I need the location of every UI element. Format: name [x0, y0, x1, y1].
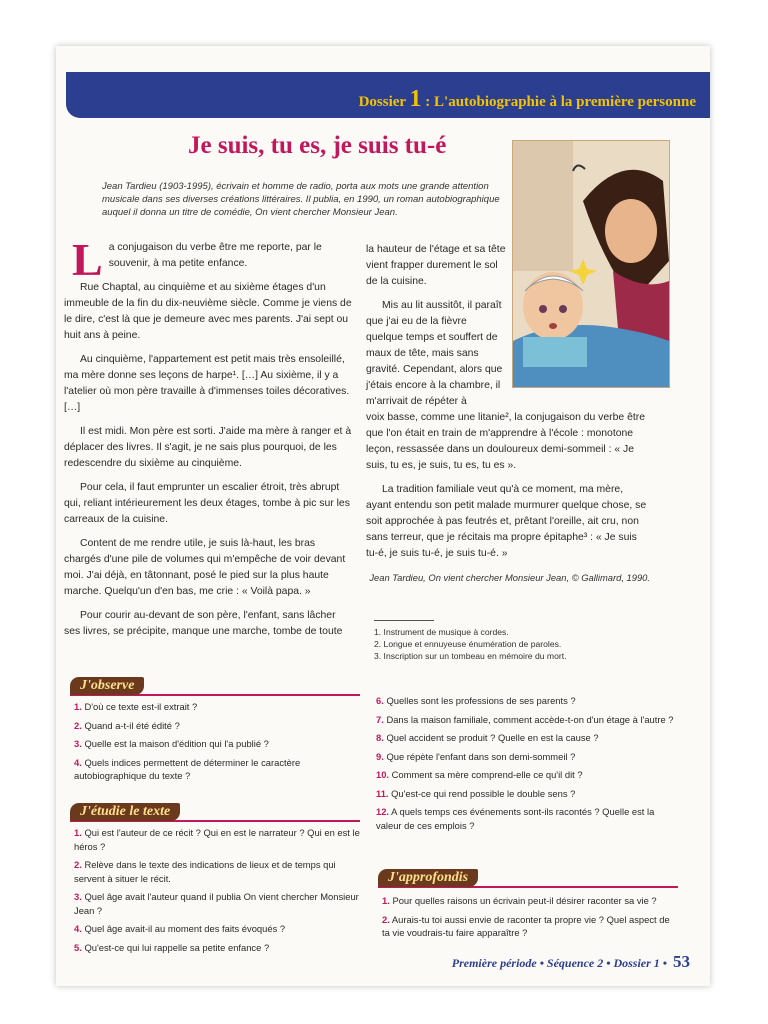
footnote-3: 3. Inscription sur un tombeau en mémoire du mort. — [374, 651, 567, 661]
textbook-page — [56, 46, 710, 986]
paragraph-4: Il est midi. Mon père est sorti. J'aide ma mère à ranger et à déplacer des livres. Il s'agit, je ne sais plus pourquoi, de les redescendre du sixième au cinquième. — [64, 426, 352, 469]
footnote-rule — [374, 620, 434, 621]
banner-number: 1 — [409, 86, 422, 112]
question: 5. Qu'est-ce qui lui rappelle sa petite enfance ? — [74, 941, 270, 953]
question: 3. Quelle est la maison d'édition qui l'a publié ? — [74, 738, 269, 749]
source-credit: Jean Tardieu, On vient chercher Monsieur Jean, © Gallimard, 1990. — [369, 572, 650, 583]
drop-cap: L — [72, 234, 103, 285]
question: 11. Qu'est-ce qui rend possible le double sens ? — [376, 787, 576, 799]
paragraph-6: Content de me rendre utile, je suis là-haut, les bras chargés d'une pile de volumes qui m'empêche de voir devant moi. J'ai déjà, en tâtonnant, posé le pied sur la plus haute marche. Quelqu'un d'en bas, me crie : « Voilà papa. » — [64, 538, 346, 597]
question: 3. Quel âge avait l'auteur quand il publia On vient chercher Monsieur Jean ? — [74, 891, 359, 916]
text-column-right — [366, 242, 650, 586]
observe-questions — [74, 700, 364, 788]
question: 6. Quelles sont les professions de ses parents ? — [376, 695, 576, 706]
page-number: 53 — [673, 952, 690, 971]
section-etudie-header — [70, 802, 360, 822]
etudie-questions — [74, 826, 364, 959]
question: 1. D'où ce texte est-il extrait ? — [74, 701, 198, 712]
question: 2. Quand a-t-il été édité ? — [74, 719, 180, 731]
question: 1. Pour quelles raisons un écrivain peut-il désirer raconter sa vie ? — [382, 895, 657, 906]
paragraph-7: Pour courir au-devant de son père, l'enfant, sans lâcher ses livres, se précipite, manque une marche, tombe de toute — [64, 610, 343, 637]
paragraph-3: Au cinquième, l'appartement est petit mais très ensoleillé, ma mère donne ses leçons de harpe¹. […] Au sixième, il y a l'atelier où mon père travaille à d'immenses toiles décoratives. […] — [64, 354, 350, 413]
banner-suffix: : L'autobiographie à la première personne — [421, 94, 696, 110]
paragraph-2: Rue Chaptal, au cinquième et au sixième étages d'un immeuble de la fin du dix-neuvième siècle. Comme je viens de le dire, c'est là que je demeure avec mes parents. J'ai sept ou huit ans à peine. — [64, 282, 352, 341]
text-column-left — [64, 234, 354, 648]
paragraph-5: Pour cela, il faut emprunter un escalier étroit, très abrupt qui, reliant intérieurement les deux étages, tombe à pic sur les carreaux de la cuisine. — [64, 482, 350, 525]
etudie-questions-continued — [376, 694, 676, 837]
footer-text: Première période • Séquence 2 • Dossier 1 • — [451, 956, 667, 970]
banner-title — [359, 86, 696, 113]
question: 10. Comment sa mère comprend-elle ce qu'il dit ? — [376, 769, 583, 780]
question: 4. Quels indices permettent de déterminer le caractère autobiographique du texte ? — [74, 756, 301, 781]
page-footer — [452, 952, 690, 972]
paragraph-r2: Mis au lit aussitôt, il paraît que j'ai eu de la fièvre quelque temps et souffert de maux de tête, mais sans gravité. Cependant, alors que j'étais encore à la chambre, il m'arrivait de répéter à — [366, 300, 503, 407]
question: 4. Quel âge avait-il au moment des faits évoqués ? — [74, 923, 286, 934]
banner-prefix: Dossier — [358, 94, 410, 110]
footnotes — [374, 626, 674, 662]
question: 12. A quels temps ces événements sont-ils racontés ? Quelle est la valeur de ces emplois ? — [376, 806, 655, 831]
section-approfondis-label: J'approfondis — [378, 869, 478, 887]
question: 1. Qui est l'auteur de ce récit ? Qui en est le narrateur ? Qui en est le héros ? — [74, 827, 360, 852]
question: 8. Quel accident se produit ? Quelle en est la cause ? — [376, 732, 599, 743]
question: 2. Aurais-tu toi aussi envie de raconter ta propre vie ? Quel aspect de ta vie voudrais-tu faire apparaître ? — [382, 913, 670, 938]
footnote-2: 2. Longue et ennuyeuse énumération de paroles. — [374, 639, 562, 649]
question: 2. Relève dans le texte des indications de lieux et de temps qui servent à situer le récit. — [74, 859, 336, 884]
section-observe-header — [70, 676, 360, 696]
question: 9. Que répète l'enfant dans son demi-sommeil ? — [376, 750, 576, 762]
paragraph-r1: la hauteur de l'étage et sa tête vient frapper durement le sol de la cuisine. — [366, 244, 506, 287]
approfondis-questions — [382, 894, 678, 945]
section-etudie-label: J'étudie le texte — [70, 803, 180, 821]
paragraph-r3: voix basse, comme une litanie², la conjugaison du verbe être que l'on était en train de m'apprendre à l'école : monotone leçon, ressassée dans un douloureux demi-sommeil : « Je suis, tu es, je suis, tu es, tu es ». — [366, 412, 645, 471]
section-observe-label: J'observe — [70, 677, 144, 695]
question: 7. Dans la maison familiale, comment accède-t-on d'un étage à l'autre ? — [376, 713, 674, 725]
dossier-banner — [66, 72, 710, 118]
intro-paragraph: Jean Tardieu (1903-1995), écrivain et homme de radio, porta aux mots une grande attention musicale dans ses diverses créations littéraires. Il publia, en 1990, un roman autobiographique auquel il donna un titre de comédie, On vient chercher Monsieur Jean. — [102, 181, 500, 218]
page-title: Je suis, tu es, je suis tu-é — [188, 132, 447, 159]
paragraph-1 — [64, 234, 354, 285]
paragraph-r4: La tradition familiale veut qu'à ce moment, ma mère, ayant entendu son petit malade murmurer quelque chose, se soit approchée à pas feutrés et, prêtant l'oreille, ait cru, non sans terreur, que je récitais ma propre épitaphe³ : « Je suis tu-é, je suis tu-é, je suis tu-é. » — [366, 484, 647, 559]
footnote-1: 1. Instrument de musique à cordes. — [374, 627, 509, 637]
paragraph-1-text: a conjugaison du verbe être me reporte, par le souvenir, à ma petite enfance. — [108, 242, 322, 269]
section-approfondis-header — [378, 868, 678, 888]
